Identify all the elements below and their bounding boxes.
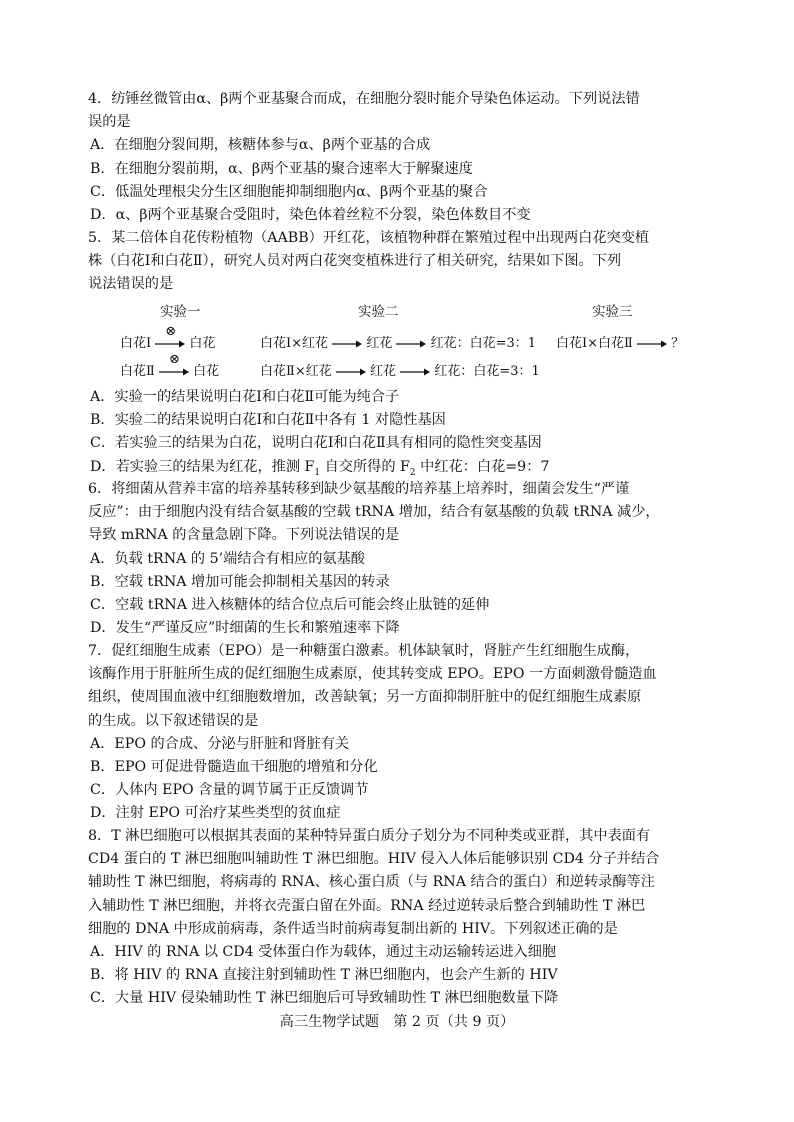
experiment-2-cross-2	[260, 360, 540, 379]
question-7-stem-line-1: 7．促红细胞生成素（EPO）是一种糖蛋白激素。机体缺氧时，肾脏产生红细胞生成酶，	[88, 643, 640, 659]
page-footer: 高三生物学试题 第 2 页（共 9 页）	[279, 1014, 515, 1030]
arrow-right-icon	[155, 339, 185, 349]
arrow-right-icon	[332, 339, 362, 349]
question-8-stem-line-5: 细胞的 DNA 中形成前病毒，条件适当时前病毒复制出新的 HIV。下列叙述正确的是	[88, 920, 618, 937]
arrow-right-icon	[400, 367, 430, 377]
question-7-stem-line-2: 该酶作用于肝脏所生成的促红细胞生成素原，使其转变成 EPO。EPO 一方面刺激骨髓造血	[88, 666, 657, 683]
subscript-1: 1	[314, 467, 321, 478]
experiment-2-title: 实验二	[358, 304, 399, 320]
question-4-stem-line-2: 误的是	[88, 114, 131, 131]
question-7-option-b: B．EPO 可促进骨髓造血干细胞的增殖和分化	[90, 759, 378, 776]
question-6-option-d: D．发生“严谨反应”时细菌的生长和繁殖速率下降	[90, 620, 400, 637]
white-flower-1-label: 白花Ⅰ	[120, 336, 152, 351]
question-6	[88, 478, 718, 640]
option-d-text-3: 中红花：白花=9：7	[415, 458, 550, 475]
experiment-1-cross-1	[120, 324, 216, 351]
f2-ratio: 红花：白花=3：1	[434, 364, 540, 379]
self-pollination-arrow	[155, 324, 185, 351]
arrow-right-icon	[637, 339, 667, 349]
question-8-option-c: C．大量 HIV 侵染辅助性 T 淋巴细胞后可导致辅助性 T 淋巴细胞数量下降	[90, 990, 559, 1007]
question-6-option-c: C．空载 tRNA 进入核糖体的结合位点后可能会终止肽链的延伸	[90, 597, 490, 614]
question-4-option-d: D．α、β两个亚基聚合受阻时，染色体着丝粒不分裂，染色体数目不变	[90, 207, 531, 224]
offspring-white-flower: 白花	[189, 336, 216, 351]
question-7-option-a: A．EPO 的合成、分泌与肝脏和肾脏有关	[90, 735, 350, 752]
question-4	[88, 88, 718, 227]
offspring-white-flower: 白花	[193, 364, 220, 379]
question-8-stem-line-1: 8．T 淋巴细胞可以根据其表面的某种特异蛋白质分子划分为不同种类或亚群，其中表面有	[88, 828, 651, 844]
f1-result: 红花	[366, 336, 393, 351]
experiment-2-cross-1	[260, 332, 536, 351]
question-5-option-b: B．实验二的结果说明白花Ⅰ和白花Ⅱ中各有 1 对隐性基因	[90, 412, 446, 429]
experiment-3-cross	[556, 332, 684, 351]
f1-result: 红花	[370, 364, 397, 379]
question-5-stem	[88, 227, 718, 297]
question-7	[88, 640, 718, 826]
question-8-option-a: A．HIV 的 RNA 以 CD4 受体蛋白作为载体，通过主动运输转运进入细胞	[90, 944, 557, 961]
experiment-3-title: 实验三	[592, 304, 633, 320]
cross-parents: 白花Ⅱ×红花	[260, 364, 332, 379]
question-4-option-c: C．低温处理根尖分生区细胞能抑制细胞内α、β两个亚基的聚合	[90, 183, 488, 200]
question-5-option-c: C．若实验三的结果为白花，说明白花Ⅰ和白花Ⅱ具有相同的隐性突变基因	[90, 435, 542, 452]
question-7-stem-line-3: 组织，使周围血液中红细胞数增加，改善缺氧；另一方面抑制肝脏中的促红细胞生成素原	[88, 689, 642, 706]
experiment-1-cross-2	[120, 352, 220, 379]
question-5-option-a: A．实验一的结果说明白花Ⅰ和白花Ⅱ可能为纯合子	[90, 389, 400, 405]
question-8-option-b: B．将 HIV 的 RNA 直接注射到辅助性 T 淋巴细胞内，也会产生新的 HIV	[90, 967, 558, 984]
question-7-stem-line-4: 的生成。以下叙述错误的是	[88, 712, 259, 729]
subscript-2: 2	[409, 467, 416, 478]
question-6-stem-line-3: 导致 mRNA 的含量急剧下降。下列说法错误的是	[88, 527, 400, 544]
unknown-result: ？	[671, 336, 685, 351]
self-pollination-symbol: ⊗	[168, 352, 180, 367]
question-8-stem-line-2: CD4 蛋白的 T 淋巴细胞叫辅助性 T 淋巴细胞。HIV 侵入人体后能够识别 CD4 分子并结合	[88, 851, 660, 868]
question-7-option-d: D．注射 EPO 可治疗某些类型的贫血症	[90, 805, 341, 822]
arrow-right-icon	[159, 367, 189, 377]
question-4-option-b: B．在细胞分裂前期，α、β两个亚基的聚合速率大于解聚速度	[90, 160, 473, 177]
question-6-option-a: A．负载 tRNA 的 5’端结合有相应的氨基酸	[90, 550, 365, 567]
cross-parents: 白花Ⅰ×红花	[260, 336, 329, 351]
arrow-right-icon	[396, 339, 426, 349]
f2-ratio: 红花：白花=3：1	[430, 336, 537, 351]
question-5-stem-line-2: 株（白花Ⅰ和白花Ⅱ），研究人员对两白花突变植株进行了相关研究，结果如下图。下列	[88, 253, 622, 270]
question-6-option-b: B．空载 tRNA 增加可能会抑制相关基因的转录	[90, 573, 390, 590]
self-pollination-arrow	[159, 352, 189, 379]
experiment-1-title: 实验一	[160, 304, 201, 320]
question-8	[88, 825, 718, 1011]
question-6-stem-line-2: 反应”：由于细胞内没有结合氨基酸的空载 tRNA 增加，结合有氨基酸的负载 tRNA 减少，	[88, 504, 660, 521]
question-8-stem-line-4: 入辅助性 T 淋巴细胞，并将衣壳蛋白留在外面。RNA 经过逆转录后整合到辅助性 T 淋巴	[88, 897, 646, 914]
self-pollination-symbol: ⊗	[165, 324, 177, 339]
question-6-stem-line-1: 6．将细菌从营养丰富的培养基转移到缺少氨基酸的培养基上培养时，细菌会发生“严谨	[88, 481, 630, 497]
option-d-text-1: D．若实验三的结果为红花，推测 F	[90, 458, 315, 475]
white-flower-2-label: 白花Ⅱ	[120, 364, 155, 379]
question-5-options	[88, 386, 718, 485]
question-4-option-a: A．在细胞分裂间期，核糖体参与α、β两个亚基的合成	[90, 137, 431, 154]
question-5-stem-line-1: 5．某二倍体自花传粉植物（AABB）开红花，该植物种群在繁殖过程中出现两白花突变植	[88, 230, 650, 246]
option-d-text-2: 自交所得的 F	[320, 458, 410, 475]
experiment-diagram	[88, 300, 728, 380]
cross-parents: 白花Ⅰ×白花Ⅱ	[556, 336, 633, 351]
question-4-stem-line-1: 4．纺锤丝微管由α、β两个亚基聚合而成，在细胞分裂时能介导染色体运动。下列说法错	[88, 91, 640, 107]
question-7-option-c: C．人体内 EPO 含量的调节属于正反馈调节	[90, 782, 369, 799]
question-5-stem-line-3: 说法错误的是	[88, 276, 174, 293]
arrow-right-icon	[336, 367, 366, 377]
question-8-stem-line-3: 辅助性 T 淋巴细胞，将病毒的 RNA、核心蛋白质（与 RNA 结合的蛋白）和逆转录酶等注	[88, 874, 655, 891]
